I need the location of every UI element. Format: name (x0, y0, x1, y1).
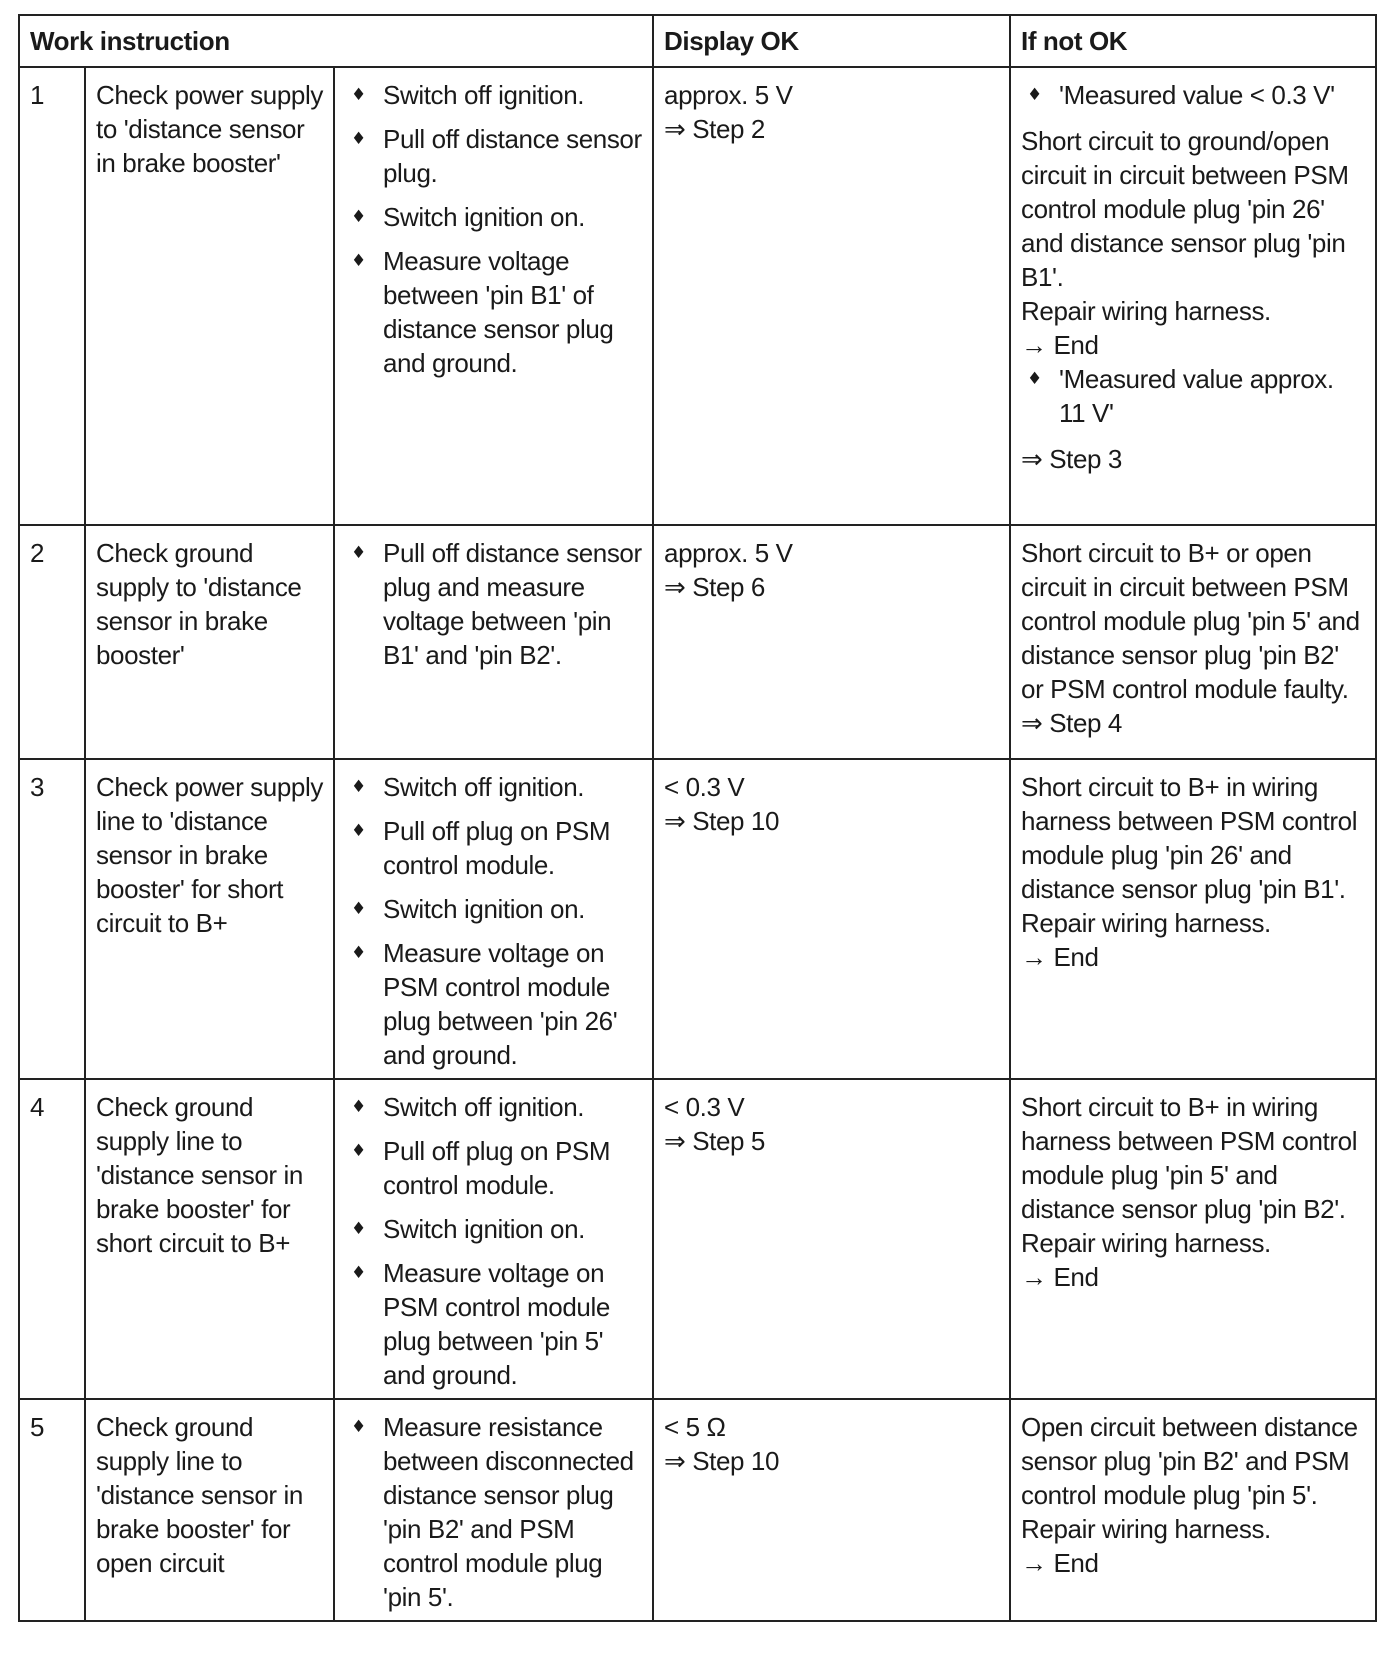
header-if-not-ok: If not OK (1010, 15, 1376, 67)
action-cell (334, 759, 653, 1079)
header-row (19, 15, 1376, 67)
ok-value: approx. 5 V (664, 80, 793, 110)
repair-action: Repair wiring harness. (1021, 1514, 1271, 1544)
fault-description: Short circuit to ground/open circuit in circuit between PSM control module plug 'pin 26' and distance sensor plug 'pin B1'. (1021, 126, 1349, 292)
condition-list (1021, 362, 1365, 430)
step-number: 5 (19, 1399, 85, 1621)
nok-next-step: → End (1021, 1548, 1099, 1578)
table-row (19, 759, 1376, 1079)
fault-description: Short circuit to B+ in wiring harness between PSM control module plug 'pin 5' and distance sensor plug 'pin B2'. (1021, 1092, 1358, 1224)
display-ok-cell (653, 525, 1010, 759)
nok-next-step: → End (1021, 942, 1099, 972)
task-description: Check power supply line to 'distance sensor in brake booster' for short circuit to B+ (85, 759, 334, 1079)
action-item: ♦ Switch ignition on. (345, 1212, 642, 1246)
nok-next-step: → End (1021, 1262, 1099, 1292)
ok-next-step: ⇒ Step 5 (664, 1126, 765, 1156)
condition-list (1021, 78, 1365, 112)
table-row (19, 1399, 1376, 1621)
display-ok-cell (653, 1079, 1010, 1399)
action-list (345, 536, 642, 672)
header-work-instruction: Work instruction (19, 15, 653, 67)
action-item: ♦ Switch off ignition. (345, 770, 642, 804)
action-item: ♦ Measure voltage on PSM control module plug between 'pin 26' and ground. (345, 936, 642, 1072)
fault-description: Short circuit to B+ in wiring harness between PSM control module plug 'pin 26' and distance sensor plug 'pin B1'. (1021, 772, 1358, 904)
ok-next-step: ⇒ Step 10 (664, 806, 780, 836)
action-item: ♦ Switch ignition on. (345, 892, 642, 926)
action-cell (334, 525, 653, 759)
ok-value: < 5 Ω (664, 1412, 726, 1442)
nok-next-step: → End (1021, 330, 1099, 360)
work-instruction-table (18, 14, 1377, 1622)
action-item: ♦ Switch off ignition. (345, 1090, 642, 1124)
if-not-ok-cell (1010, 1079, 1376, 1399)
step-number: 3 (19, 759, 85, 1079)
nok-next-step: ⇒ Step 3 (1021, 444, 1122, 474)
if-not-ok-cell (1010, 759, 1376, 1079)
ok-value: < 0.3 V (664, 1092, 745, 1122)
task-description: Check ground supply line to 'distance sensor in brake booster' for open circuit (85, 1399, 334, 1621)
table-row (19, 525, 1376, 759)
action-cell (334, 1079, 653, 1399)
action-item: ♦ Measure resistance between disconnected distance sensor plug 'pin B2' and PSM control module plug 'pin 5'. (345, 1410, 642, 1614)
if-not-ok-cell (1010, 67, 1376, 525)
repair-action: Repair wiring harness. (1021, 1228, 1271, 1258)
display-ok-cell (653, 759, 1010, 1079)
ok-next-step: ⇒ Step 2 (664, 114, 765, 144)
repair-action: Repair wiring harness. (1021, 908, 1271, 938)
if-not-ok-cell (1010, 1399, 1376, 1621)
ok-next-step: ⇒ Step 6 (664, 572, 765, 602)
task-description: Check power supply to 'distance sensor in brake booster' (85, 67, 334, 525)
action-list (345, 1410, 642, 1614)
action-list (345, 1090, 642, 1392)
action-item: ♦ Pull off distance sensor plug. (345, 122, 642, 190)
condition-item: ♦ 'Measured value approx. 11 V' (1021, 362, 1365, 430)
if-not-ok-cell (1010, 525, 1376, 759)
condition-item: ♦ 'Measured value < 0.3 V' (1021, 78, 1365, 112)
step-number: 4 (19, 1079, 85, 1399)
fault-description: Open circuit between distance sensor plug 'pin B2' and PSM control module plug 'pin 5'. (1021, 1412, 1358, 1510)
action-item: ♦ Pull off distance sensor plug and measure voltage between 'pin B1' and 'pin B2'. (345, 536, 642, 672)
action-list (345, 78, 642, 380)
ok-next-step: ⇒ Step 10 (664, 1446, 780, 1476)
action-item: ♦ Pull off plug on PSM control module. (345, 1134, 642, 1202)
fault-description: Short circuit to B+ or open circuit in circuit between PSM control module plug 'pin 5' and distance sensor plug 'pin B2' or PSM control module faulty. (1021, 538, 1360, 704)
step-number: 2 (19, 525, 85, 759)
action-item: ♦ Measure voltage between 'pin B1' of distance sensor plug and ground. (345, 244, 642, 380)
display-ok-cell (653, 1399, 1010, 1621)
action-cell (334, 67, 653, 525)
ok-value: < 0.3 V (664, 772, 745, 802)
header-display-ok: Display OK (653, 15, 1010, 67)
action-item: ♦ Measure voltage on PSM control module plug between 'pin 5' and ground. (345, 1256, 642, 1392)
repair-action: Repair wiring harness. (1021, 296, 1271, 326)
table-row (19, 1079, 1376, 1399)
display-ok-cell (653, 67, 1010, 525)
action-item: ♦ Switch ignition on. (345, 200, 642, 234)
task-description: Check ground supply to 'distance sensor in brake booster' (85, 525, 334, 759)
action-item: ♦ Switch off ignition. (345, 78, 642, 112)
ok-value: approx. 5 V (664, 538, 793, 568)
nok-next-step: ⇒ Step 4 (1021, 708, 1122, 738)
action-item: ♦ Pull off plug on PSM control module. (345, 814, 642, 882)
table-row (19, 67, 1376, 525)
action-list (345, 770, 642, 1072)
task-description: Check ground supply line to 'distance sensor in brake booster' for short circuit to B+ (85, 1079, 334, 1399)
work-instruction-sheet (18, 14, 1375, 1622)
action-cell (334, 1399, 653, 1621)
step-number: 1 (19, 67, 85, 525)
